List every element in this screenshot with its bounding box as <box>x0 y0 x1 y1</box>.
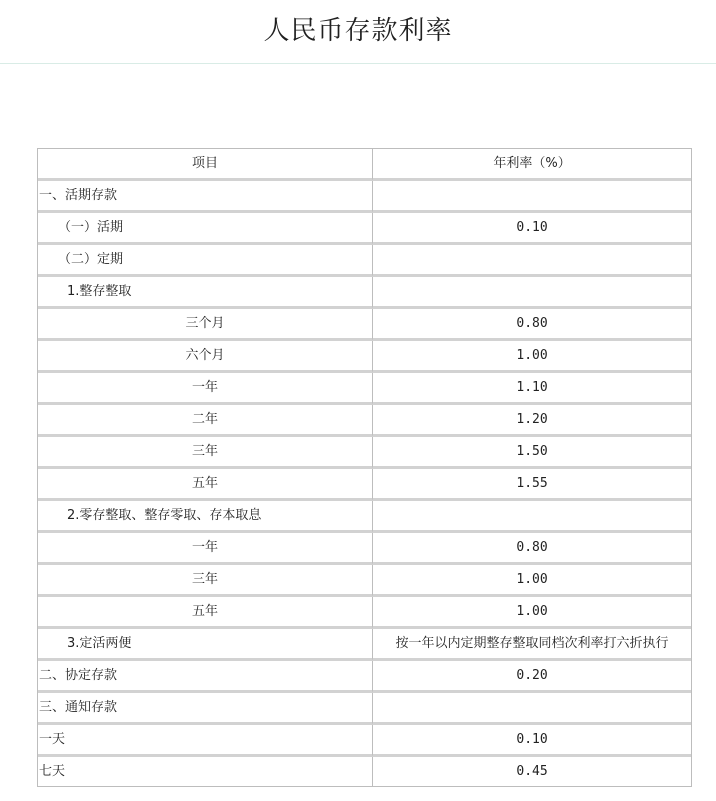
row-rate: 1.20 <box>373 405 691 437</box>
table-row <box>38 565 691 597</box>
row-item: 一年 <box>38 373 373 405</box>
row-item: （二）定期 <box>38 245 373 277</box>
deposit-rate-table <box>37 148 692 787</box>
row-rate: 1.55 <box>373 469 691 501</box>
header-rate: 年利率（%） <box>373 149 691 181</box>
row-item: 三年 <box>38 565 373 597</box>
row-rate: 按一年以内定期整存整取同档次利率打六折执行 <box>373 629 691 661</box>
table-row <box>38 181 691 213</box>
table-row <box>38 597 691 629</box>
row-item: 1.整存整取 <box>38 277 373 309</box>
row-item: 五年 <box>38 597 373 629</box>
row-item: 三个月 <box>38 309 373 341</box>
row-item: （一）活期 <box>38 213 373 245</box>
row-item: 一、活期存款 <box>38 181 373 213</box>
table-row <box>38 309 691 341</box>
row-item: 一年 <box>38 533 373 565</box>
row-item: 五年 <box>38 469 373 501</box>
row-item: 2.零存整取、整存零取、存本取息 <box>38 501 373 533</box>
row-rate: 0.80 <box>373 309 691 341</box>
table-row <box>38 693 691 725</box>
row-rate: 1.50 <box>373 437 691 469</box>
row-item: 二、协定存款 <box>38 661 373 693</box>
table-row <box>38 373 691 405</box>
row-rate: 1.00 <box>373 565 691 597</box>
page-title: 人民币存款利率 <box>263 16 453 46</box>
row-item: 一天 <box>38 725 373 757</box>
row-rate: 0.45 <box>516 764 548 779</box>
table-row <box>38 341 691 373</box>
header-item: 项目 <box>38 149 373 181</box>
row-rate <box>373 245 691 277</box>
row-rate: 0.10 <box>373 725 691 757</box>
row-rate <box>373 501 691 533</box>
table-row <box>38 533 691 565</box>
row-item: 二年 <box>38 405 373 437</box>
row-rate: 1.00 <box>373 597 691 629</box>
table-row <box>38 405 691 437</box>
row-rate: 0.20 <box>373 661 691 693</box>
row-rate <box>373 181 691 213</box>
row-rate <box>373 277 691 309</box>
table-row <box>38 757 691 786</box>
row-item: 三、通知存款 <box>38 693 373 725</box>
table-row <box>38 277 691 309</box>
table-row <box>38 469 691 501</box>
row-rate: 0.10 <box>373 213 691 245</box>
title-bar <box>0 0 716 64</box>
table-row <box>38 501 691 533</box>
table-row <box>38 629 691 661</box>
table-header-row <box>38 149 691 181</box>
row-rate <box>373 693 691 725</box>
row-item: 三年 <box>38 437 373 469</box>
table-row <box>38 437 691 469</box>
row-rate: 1.00 <box>373 341 691 373</box>
table-row <box>38 245 691 277</box>
row-item: 六个月 <box>38 341 373 373</box>
table-row <box>38 661 691 693</box>
row-rate: 0.80 <box>373 533 691 565</box>
table-row <box>38 725 691 757</box>
table-row <box>38 213 691 245</box>
row-item: 3.定活两便 <box>38 629 373 661</box>
row-rate: 1.10 <box>373 373 691 405</box>
row-item: 七天 <box>38 757 373 786</box>
